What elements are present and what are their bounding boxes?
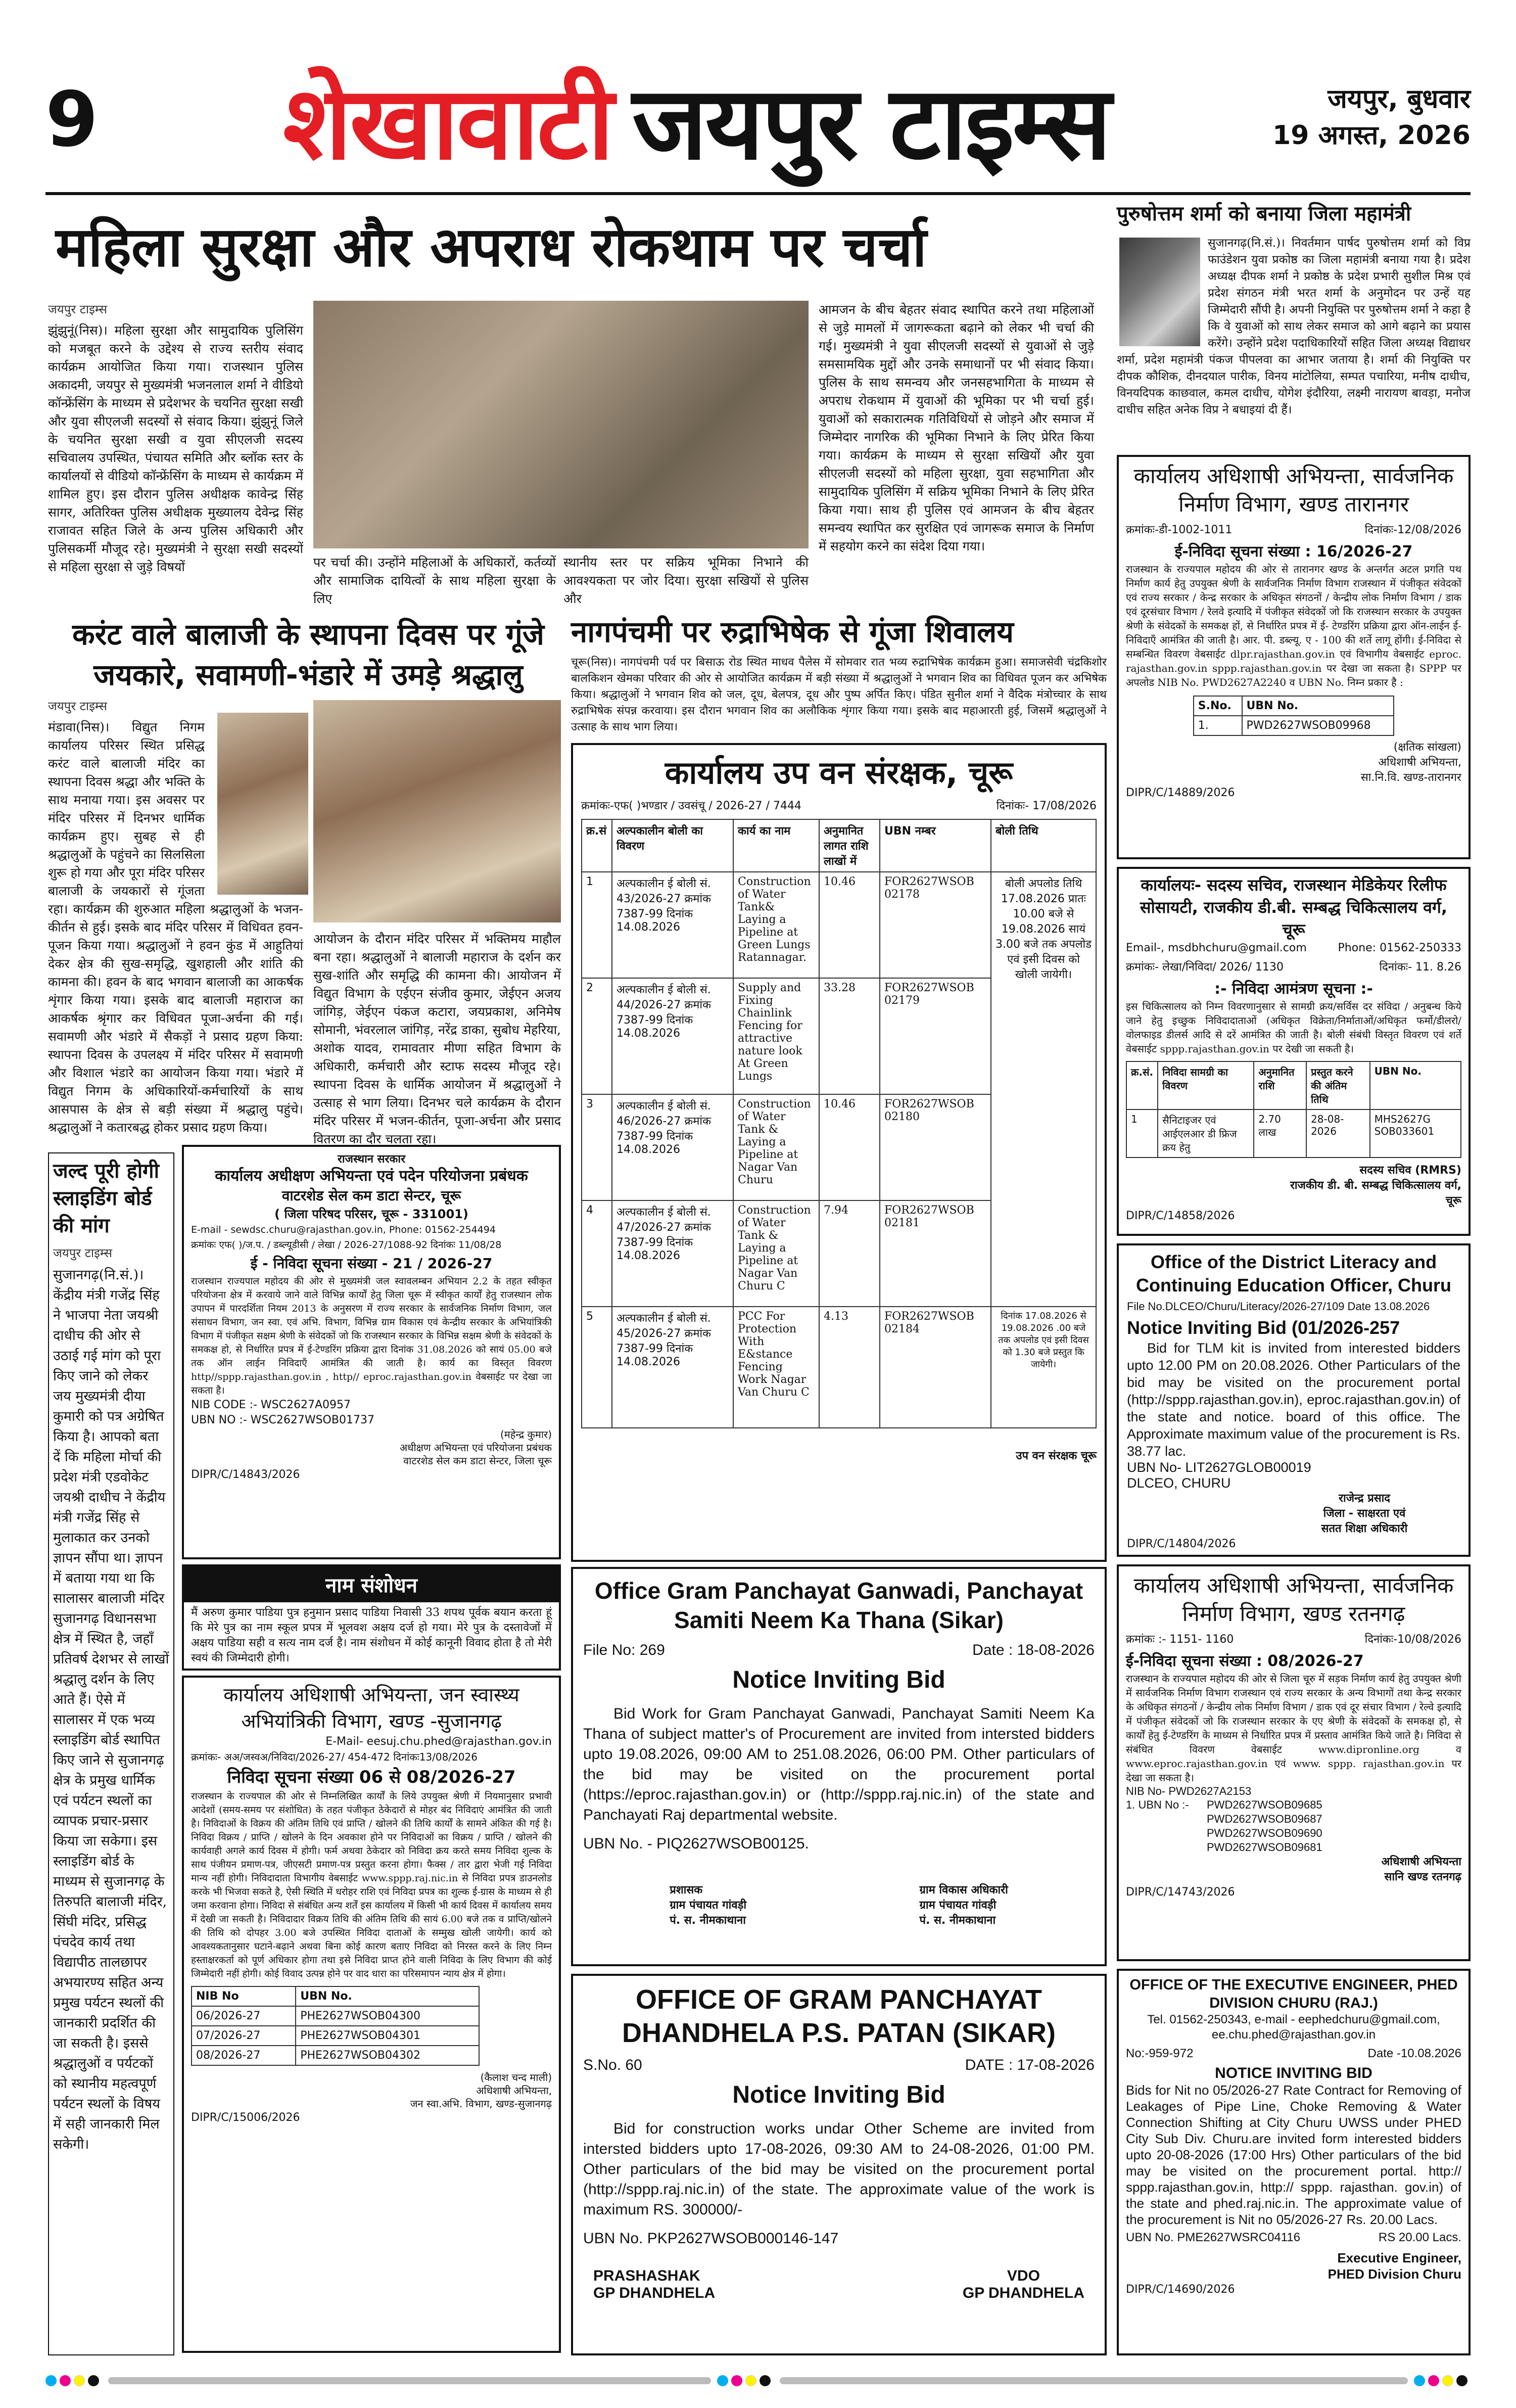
literacy-ubn: UBN No- LIT2627GLOB00019 bbox=[1127, 1460, 1311, 1475]
medical-body: इस चिकित्सालय को निम्न विवरणानुसार से सामग्री क्रय/सर्विस दर संविदा / अनुबन्ध किये जाने हेतु इच्छुक निविदादाताओं (अधिकृत विक्रेता/निर्माताओं/अधिकृत फर्मो/डीलरो/ वोलफाइड डीलर्स आदि से दरें आमंत्रित की जाती है। बोली संबंधी विस्तृत विवरण एवं शर्ते वेबसाईट sppp.rajasthan.gov.in पर देखी जा सकती है। bbox=[1126, 1000, 1461, 1055]
ratangarh-ubn-3: PWD2627WSOB09681 bbox=[1207, 1841, 1322, 1854]
table-cell: 10.46 bbox=[819, 1094, 880, 1200]
table-cell: बोली अपलोड तिथि 17.08.2026 प्रातः 10.00 बजे से 19.08.2026 सायं 3.00 बजे तक अपलोड एवं इसी दिवस को खोली जायेगी। bbox=[991, 872, 1096, 1307]
medical-date: दिनांकः- 11. 8.26 bbox=[1379, 961, 1461, 974]
dhandhela-sig-left: PRASHASHAK GP DHANDHELA bbox=[593, 2267, 716, 2301]
watershed-address: ( जिला परिषद परिसर, चूरू - 331001) bbox=[274, 1207, 468, 1221]
ganwadi-file: File No: 269 bbox=[583, 1642, 665, 1658]
table-cell: FOR2627WSOB 02184 bbox=[880, 1307, 991, 1428]
literacy-signature: राजेन्द्र प्रसाद जिला - साक्षरता एवं सतत शिक्षा अधिकारी bbox=[1321, 1492, 1408, 1535]
medical-th-1: निविदा सामग्री का विवरण bbox=[1158, 1061, 1254, 1109]
literacy-dipr: DIPR/C/14804/2026 bbox=[1127, 1538, 1236, 1550]
table-cell: 4 bbox=[582, 1200, 612, 1307]
tarangar-body: राजस्थान के राज्यपाल महोदय की ओर से तारानगर खण्ड के अन्तर्गत अटल प्रगति पथ निर्माण कार्य हेतु उपयुक्त श्रेणी के सार्वजनिक निर्माण विभाग राजस्थान में पंजीकृत संवेदकों एवं राज्य सरकार / केन्द्र सरकार के अधिकृत संगठनों / केन्द्रीय लोक निर्माण विभाग / डाक एवं दूरसंचार विभाग / रेलवे इत्यादि में पंजीकृत संवेदकों जो कि राजस्थान सरकार के उपयुक्त श्रेणी के संवेदकों के समकक्ष हों, से निर्धारित प्रपत्र में ई- टेण्डरिंग प्रक्रिया द्वारा ऑन-लाईन ई-निविदाएँ आमंत्रित की जाती है। आर. पी. डब्ल्यू. ए - 100 की शर्ते लागू होंगी। ई-निविदा से सम्बन्धित विवरण वेबसाईट dlpr.rajasthan.gov.in एवं विभागीय वेबसाईट eproc. rajasthan.gov.in sppp.rajasthan.gov.in पर देखा जा सकता है। SPPP पर अपलोड NIB No. PWD2627A2240 व UBN No. निम्न प्रकार है : bbox=[1126, 563, 1461, 688]
table-cell: 33.28 bbox=[819, 978, 880, 1094]
watershed-state: राजस्थान सरकार bbox=[337, 1153, 406, 1166]
dhandhela-subtitle: Notice Inviting Bid bbox=[732, 2081, 945, 2108]
medical-subtitle: :- निविदा आमंत्रण सूचना :- bbox=[1214, 980, 1373, 998]
watershed-notice bbox=[182, 1145, 561, 1559]
ganwadi-notice bbox=[571, 1567, 1107, 1966]
ratangarh-ubn-label: 1. UBN No :- bbox=[1126, 1798, 1189, 1811]
masthead-red: शेखावाटी bbox=[283, 64, 612, 182]
ganwadi-date: Date : 18-08-2026 bbox=[972, 1642, 1095, 1658]
medical-signature: सदस्य सचिव (RMRS) राजकीय डी. बी. सम्बद्ध चिकित्सालय वर्ग, चूरू bbox=[1290, 1164, 1461, 1207]
phed-churu-ubn-row bbox=[1126, 2231, 1461, 2245]
table-cell: Construction of Water Tank & Laying a Pipeline at Nagar Van Churu C bbox=[733, 1200, 819, 1307]
watershed-ref: क्रमांकः एफ( )/ज.प. / डब्ल्यूडीसी / लेखा / 2026-27/1088-92 दिनांकः 11/08/28 bbox=[191, 1239, 502, 1251]
ganwadi-body: Bid Work for Gram Panchayat Ganwadi, Panchayat Samiti Neem Ka Thana of subject matter's of Procurement are invited from intersted bidders upto 19.08.2026, 09:00 AM to 251.08.2026, 06:00 PM. Other particulars of the bid may be visited on the procurement portal (https://eproc.rajasthan.gov.in) or (http://sppp.raj.nic.in) of the state and Panchayati Raj departmental website. bbox=[583, 1705, 1095, 1823]
dhandhela-sno: S.No. 60 bbox=[583, 2057, 642, 2073]
table-cell: 28-08-2026 bbox=[1306, 1109, 1370, 1157]
medical-ref: क्रमांकः- लेखा/निविदा/ 2026/ 1130 bbox=[1126, 961, 1284, 974]
forest-th-1: अल्पकालीन बोली का विवरण bbox=[612, 819, 733, 872]
table-cell: 07/2026-27 bbox=[192, 2026, 296, 2046]
ganwadi-sig-right: ग्राम विकास अधिकारी ग्राम पंचायत गांवड़ी पं. स. नीमकाथाना bbox=[919, 1884, 1008, 1927]
dhandhela-signatures bbox=[583, 2267, 1095, 2302]
purushottam-text bbox=[1117, 235, 1471, 447]
watershed-title: कार्यालय अधीक्षण अभियन्ता एवं पदेन परियोजना प्रबंधक bbox=[215, 1167, 528, 1185]
ratangarh-ref-row bbox=[1126, 1632, 1461, 1647]
phed-sujangarh-signature: (कैलाश चन्द माली) अधिशाषी अभियन्ता, जन स्वा.अभि. विभाग, खण्ड-सुजानगढ़ bbox=[410, 2071, 552, 2110]
table-cell: PHE2627WSOB04301 bbox=[296, 2026, 479, 2046]
place-day: जयपुर, बुधवार bbox=[1328, 84, 1471, 114]
medical-th-2: अनुमानित राशि bbox=[1254, 1061, 1306, 1109]
name-change-body: मैं अरुण कुमार पाडिया पुत्र हनुमान प्रसाद पाडिया निवासी 33 शपथ पूर्वक बयान करता हूं कि मेरे पुत्र का नाम स्कूल प्रपत्र में भूलवश अक्षय दर्ज हो गया। मेरे पुत्र के दस्तावेजों में अक्षय पाडिया सही व सत्य नाम दर्ज है। नाम संशोधन में कोई कानूनी विवाद होता है तो मेरी स्वयं की जिम्मेदारी होगी। bbox=[191, 1606, 552, 1664]
dhandhela-ref-row bbox=[583, 2057, 1095, 2074]
karant-dateline: जयपुर टाइम्स bbox=[48, 699, 107, 713]
ganwadi-ref-row bbox=[583, 1642, 1095, 1659]
issue-date: 19 अगस्त, 2026 bbox=[1272, 120, 1471, 151]
phed-churu-body: Bids for Nit no 05/2026-27 Rate Contract for Removing of Leakages of Pipe Line, Choke Removing & Water Connection Shifting at City Churu UWSS under PHED City Sub Div. Churu.are invited form interested bidders upto 20-08-2026 (17:00 Hrs) Other particulars of the bid may be visited on the procurement portal. http:// sppp.rajasthan.gov.in, http:// sppp. rajasthan. gov.in) of the state and phed.raj.nic.in. The approximate value of the procurement is Nit no 05/2026-27 Rs. 20.00 Lacs. bbox=[1126, 2082, 1461, 2227]
ratangarh-body: राजस्थान के राज्यपाल महोदय की ओर से जिला चूरु में सड़क निर्माण कार्य हेतु उपयुक्त श्रेणी में सार्वजनिक निर्माण विभाग राजस्थान एवं राज्य सरकार के अन्य विभागों तथा केन्द्र सरकार के अधिकृत संगठनों / केन्द्रीय लोक निर्माण विभाग / डाक एवं दूर संचार विभाग / रेल्वे इत्यादि में पंजीकृत संवेदकों जो कि राजस्थान सरकार के एए श्रेणी के संवेदकों के समकक्ष हो, से कार्यों हेतु ई-टेण्डरिंग के माध्यम से निर्धारित प्रपत्र में प्रस्ताव आमंत्रित किये जाते है। निविदा से संबंधित विवरण वेबसाईट www.dipronline.org व www.eproc.rajasthan.gov.in एवं www. sppp. rajasthan.gov.in पर देखा जा सकता है। bbox=[1126, 1673, 1461, 1784]
ratangarh-date: दिनांकः-10/08/2026 bbox=[1364, 1633, 1461, 1646]
footer-dots-right bbox=[1414, 2375, 1471, 2386]
table-cell: 1. bbox=[1194, 716, 1242, 735]
table-cell: Supply and Fixing Chainlink Fencing for attractive nature look At Green Lungs bbox=[733, 978, 819, 1094]
phed-sujangarh-title: कार्यालय अधिशाषी अभियन्ता, जन स्वास्थ्य अभियांत्रिकी विभाग, खण्ड -सुजानगढ़ bbox=[223, 1684, 519, 1732]
phed-sujangarh-dipr: DIPR/C/15006/2026 bbox=[191, 2111, 300, 2124]
tarangar-th-0: S.No. bbox=[1194, 696, 1242, 716]
ganwadi-subtitle: Notice Inviting Bid bbox=[732, 1666, 945, 1693]
ratangarh-signature: अधिशाषी अभियन्ता सानि खण्ड रतनगढ़ bbox=[1381, 1856, 1461, 1883]
phed-sujangarh-th-1: UBN No. bbox=[296, 1986, 479, 2006]
tarangar-signature: (क्षतिक सांखला) अधिशाषी अभियन्ता, सा.नि.वि. खण्ड-तारानगर bbox=[1360, 741, 1461, 784]
table-cell: सैनिटाइजर एवं आईएलआर डी फ्रिज क्रय हेतु bbox=[1158, 1109, 1254, 1157]
table-cell: FOR2627WSOB 02180 bbox=[880, 1094, 991, 1200]
ratangarh-title: कार्यालय अधिशाषी अभियन्ता, सार्वजनिक निर्माण विभाग, खण्ड रतनगढ़ bbox=[1133, 1573, 1454, 1626]
table-cell: अल्पकालीन ई बोली सं. 47/2026-27 क्रमांक 7387-99 दिनांक 14.08.2026 bbox=[612, 1200, 733, 1307]
karant-headline: करंट वाले बालाजी के स्थापना दिवस पर गूंजे जयकारे, सवामणी-भंडारे में उमड़े श्रद्धालु bbox=[72, 617, 544, 692]
table-cell: 2 bbox=[582, 978, 612, 1094]
tarangar-th-1: UBN No. bbox=[1242, 696, 1394, 716]
ratangarh-ref: क्रमांकः :- 1151- 1160 bbox=[1126, 1633, 1234, 1646]
phed-churu-title: OFFICE OF THE EXECUTIVE ENGINEER, PHED DIVISION CHURU (RAJ.) bbox=[1129, 1977, 1458, 2011]
tarangar-dipr: DIPR/C/14889/2026 bbox=[1126, 786, 1235, 799]
table-cell: 1 bbox=[1126, 1109, 1158, 1157]
lead-text-4: आमजन के बीच बेहतर संवाद स्थापित करने तथा महिलाओं से जुड़े मामलों में जागरूकता बढ़ाने को लेकर भी चर्चा की गई। मुख्यमंत्री ने युवा सीएलजी सदस्यों से युवाओं से जुड़े समसामयिक मुद्दों और उनके समाधानों पर भी संवाद किया। पुलिस के साथ समन्वय और जनसहभागिता के माध्यम से अपराध रोकथाम में युवाओं की भूमिका पर भी चर्चा हुई। युवाओं को सकारात्मक गतिविधियों से जोड़ने और समाज में जिम्मेदार नागरिक की भूमिका निभाने के लिए प्रेरित किया गया। कार्यक्रम के माध्यम से सुरक्षा सखियों और युवा सीएलजी सदस्यों को महिला सुरक्षा, युवा सहभागिता और सामुदायिक पुलिसिंग में सक्रिय भूमिका निभाने के लिए प्रेरित किया गया। साथ ही पुलिस एवं आमजन के बीच बेहतर समन्वय स्थापित कर सुरक्षित एवं जागरूक समाज के निर्माण में सहयोग करने का संदेश दिया गया। bbox=[819, 302, 1094, 553]
table-row bbox=[582, 1307, 1096, 1428]
forest-ref: क्रमांकः-एफ( )भण्डार / उवसंचू / 2026-27 / 7444 bbox=[581, 800, 801, 812]
forest-th-3: अनुमानित लागत राशि लाखों में bbox=[819, 819, 880, 872]
table-cell: 7.94 bbox=[819, 1200, 880, 1307]
ratangarh-ubn-block bbox=[1126, 1798, 1461, 1855]
forest-th-2: कार्य का नाम bbox=[733, 819, 819, 872]
dhandhela-ubn: UBN No. PKP2627WSOB000146-147 bbox=[583, 2230, 839, 2247]
phed-churu-amount: RS 20.00 Lacs. bbox=[1378, 2231, 1461, 2244]
table-cell: MHS2627G SOB033601 bbox=[1370, 1109, 1461, 1157]
watershed-body: राजस्थान राज्यपाल महोदय की ओर से मुख्यमंत्री जल स्वावलम्बन अभियान 2.2 के तहत स्वीकृत परियोजना क्षेत्र में करवाये जाने वाले विभिन्न कार्यों हेतु जिला चूरू में स्वीकृत कार्यों हेतु राजस्थान लोक उपापन में पारदर्शिता नियम 2013 के अनुसरण में राज्य सरकार के सार्वजनिक निर्माण विभाग, जल संसाधन विभाग, जन स्वा. एवं अभि. विभाग, विभिन्न ग्राम विकास एवं केन्द्रीय सरकार के अभियांत्रिकी विभाग में पंजीकृत सक्षम श्रेणी के संवेदकों जो कि राजस्थान सरकार के विभिन्न सक्षम श्रेणी के संवेदकों के समकक्ष हो, से निर्धारित प्रपत्र में ई-टेण्डरिंग प्रक्रिया द्वारा दिनांक 31.08.2026 को सायं 05.00 बजे तक ऑन लाईन निविदाएँ आमंत्रित की जाती है। कार्य का विस्तृत विवरण http//sppp.rajasthan.gov.in , http// eproc.rajasthan.gov.in वेबसाईट पर देखा जा सकता है। bbox=[191, 1276, 552, 1396]
table-cell: PCC For Protection With E&stance Fencing Work Nagar Van Churu C bbox=[733, 1307, 819, 1428]
karant-text-2: आयोजन के दौरान मंदिर परिसर में भक्तिमय माहौल बना रहा। श्रद्धालुओं ने बालाजी महाराज के दर्शन कर सुख-शांति और समृद्धि की कामना की। आयोजन में विद्युत विभाग के एईएन संजीव कुमार, जेईएन अजय जांगिड़, जेईएन पंकज कटारा, जयप्रकाश, अनिमेष सोमानी, भंवरलाल जांगिड़, नरेंद्र डाका, सुबोध मेहरिया, अशोक यादव, रामावतार मीणा सहित विभाग के अधिकारी, कर्मचारी और स्टाफ सदस्य मौजूद रहे। स्थापना दिवस के धार्मिक आयोजन में श्रद्धालुओं ने उत्साह से भाग लिया। दिनभर चले कार्यक्रम के दौरान मंदिर परिसर में भजन-कीर्तन, पूजा-अर्चना और प्रसाद वितरण का दौर चलता रहा। bbox=[313, 932, 561, 1146]
forest-notice bbox=[571, 743, 1107, 1562]
nagpanchami-headline: नागपंचमी पर रुद्राभिषेक से गूंजा शिवालय bbox=[571, 615, 1014, 649]
pwd-tarangar-notice bbox=[1117, 455, 1471, 859]
watershed-email: E-mail - sewdsc.churu@rajasthan.gov.in, Phone: 01562-254494 bbox=[191, 1224, 496, 1235]
literacy-notice bbox=[1117, 1243, 1471, 1557]
phed-churu-dipr: DIPR/C/14690/2026 bbox=[1126, 2283, 1235, 2296]
lead-text-3: स्थानीय स्तर पर सक्रिय भूमिका निभाने की आवश्यकता पर जोर दिया। सुरक्षा सखियों से पुलिस और bbox=[563, 555, 809, 606]
ganwadi-sig-left: प्रशासक ग्राम पंचायत गांवड़ी पं. स. नीमकाथाना bbox=[670, 1884, 747, 1927]
watershed-notice-no: ई - निविदा सूचना संख्या - 21 / 2026-27 bbox=[250, 1255, 493, 1272]
pwd-ratangarh-notice bbox=[1117, 1564, 1471, 1961]
karant-text-1: मंडावा(निस)। विद्युत निगम कार्यालय परिसर स्थित प्रसिद्ध करंट वाले बालाजी मंदिर का स्थापना दिवस श्रद्धा और भक्ति के साथ मनाया गया। इस अवसर पर मंदिर परिसर में दिनभर धार्मिक कार्यक्रम हुए। सुबह से ही श्रद्धालुओं के पहुंचने का सिलसिला शुरू हो गया और पूरा मंदिर परिसर बालाजी के जयकारों से गूंजता रहा। कार्यक्रम की शुरुआत महिला श्रद्धालुओं के भजन-कीर्तन से हुई। इसके बाद मंदिर परिसर में विधिवत हवन-पूजन किया गया। श्रद्धालुओं ने हवन कुंड में आहुतियां देकर क्षेत्र की सुख-समृद्धि, खुशहाली और शांति की कामना की। हवन के बाद भगवान बालाजी का आकर्षक शृंगार किया गया। इसके बाद बालाजी महाराज का आकर्षक श्रृंगार कर विधिवत पूजा-अर्चना की गई। सवामणी और भंडारे में सैकड़ों ने प्रसाद ग्रहण किया: स्थापना दिवस के उपलक्ष्य में मंदिर परिसर में सवामणी और विशाल भंडारे का आयोजन किया गया। भंडारे में विद्युत निगम के अधिकारियों-कर्मचारियों के साथ आसपास के क्षेत्र से बड़ी संख्या में श्रद्धालु पहुंचे। श्रद्धालुओं ने कतारबद्ध होकर प्रसाद ग्रहण किया। bbox=[48, 720, 303, 1135]
footer-bar-left bbox=[108, 2377, 711, 2384]
table-row bbox=[192, 2046, 479, 2065]
karant-photo-2 bbox=[313, 700, 561, 922]
medical-contact-row bbox=[1126, 941, 1461, 956]
literacy-file: File No.DLCEO/Churu/Literacy/2026-27/109 Date 13.08.2026 bbox=[1127, 1300, 1430, 1313]
name-change-notice bbox=[182, 1564, 561, 1671]
medical-notice bbox=[1117, 867, 1471, 1236]
sliding-board-headline: जल्द पूरी होगी स्लाइडिंग बोर्ड की मांग bbox=[53, 1160, 159, 1237]
medical-dipr: DIPR/C/14858/2026 bbox=[1126, 1210, 1235, 1222]
phed-churu-contact: Tel. 01562-250343, e-mail - eephedchuru@gmail.com, ee.chu.phed@rajasthan.gov.in bbox=[1147, 2013, 1440, 2042]
footer-bar-right bbox=[780, 2377, 1408, 2384]
lead-column-1 bbox=[48, 301, 303, 604]
forest-date: दिनांकः- 17/08/2026 bbox=[996, 800, 1097, 812]
table-row bbox=[192, 2006, 479, 2026]
table-row bbox=[582, 872, 1096, 978]
phed-churu-no: No:-959-972 bbox=[1126, 2047, 1194, 2060]
forest-th-4: UBN नम्बर bbox=[880, 819, 991, 872]
literacy-title: Office of the District Literacy and Continuing Education Officer, Churu bbox=[1136, 1252, 1451, 1295]
header-rule bbox=[45, 192, 1471, 195]
phed-churu-subtitle: NOTICE INVITING BID bbox=[1215, 2065, 1372, 2081]
forest-signature: उप वन संरक्षक चूरू bbox=[1016, 1450, 1097, 1462]
dhandhela-title: OFFICE OF GRAM PANCHAYAT DHANDHELA P.S. PATAN (SIKAR) bbox=[622, 1984, 1056, 2048]
table-cell: अल्पकालीन ई बोली सं. 43/2026-27 क्रमांक 7387-99 दिनांक 14.08.2026 bbox=[612, 872, 733, 978]
medical-title: कार्यालयः- सदस्य सचिव, राजस्थान मेडिकेयर रिलीफ सोसायटी, राजकीय डी.बी. सम्बद्ध चिकित्सालय वर्ग, चूरू bbox=[1140, 875, 1448, 939]
tarangar-ref-row bbox=[1126, 523, 1461, 538]
footer-dots-left bbox=[45, 2375, 102, 2386]
table-cell: 08/2026-27 bbox=[192, 2046, 296, 2065]
phed-sujangarh-th-0: NIB No bbox=[192, 1986, 296, 2006]
header-date bbox=[1272, 81, 1471, 154]
tarangar-ref: क्रमांकः-डी-1002-1011 bbox=[1126, 524, 1233, 536]
medical-email: Email-, msdbhchuru@gmail.com bbox=[1126, 942, 1307, 954]
ratangarh-dipr: DIPR/C/14743/2026 bbox=[1126, 1886, 1235, 1898]
medical-th-4: UBN No. bbox=[1370, 1061, 1461, 1109]
sliding-board-dateline: जयपुर टाइम्स bbox=[53, 1246, 112, 1260]
phed-sujangarh-table bbox=[191, 1986, 480, 2066]
medical-phone: Phone: 01562-250333 bbox=[1338, 942, 1461, 954]
table-row bbox=[1126, 1109, 1461, 1157]
dhandhela-sig-right: VDO GP DHANDHELA bbox=[962, 2267, 1084, 2301]
ratangarh-ubn-0: PWD2627WSOB09685 bbox=[1207, 1798, 1322, 1811]
lead-dateline: जयपुर टाइम्स bbox=[48, 302, 107, 316]
purushottam-headline: पुरुषोत्तम शर्मा को बनाया जिला महामंत्री bbox=[1117, 202, 1411, 225]
name-change-title: नाम संशोधन bbox=[184, 1566, 559, 1602]
table-row bbox=[192, 2026, 479, 2046]
table-cell: 5 bbox=[582, 1307, 612, 1428]
table-cell: PWD2627WSOB09968 bbox=[1242, 716, 1394, 735]
ganwadi-title: Office Gram Panchayat Ganwadi, Panchayat Samiti Neem Ka Thana (Sikar) bbox=[594, 1578, 1083, 1633]
dhandhela-date: DATE : 17-08-2026 bbox=[965, 2057, 1095, 2073]
sliding-board-text: सुजानगढ़(नि.सं.)। केंद्रीय मंत्री गजेंद्र सिंह ने भाजपा नेता जयश्री दाधीच की ओर से उठाई गई मांग को पूरा किए जाने को लेकर जय मुख्यमंत्री दीया कुमारी को पत्र अग्रेषित किया है। आपको बता दें कि महिला मोर्चा की प्रदेश मंत्री एडवोकेट जयश्री दाधीच ने केंद्रीय मंत्री गजेंद्र सिंह से मुलाकात कर उनको ज्ञापन सौंपा था। ज्ञापन में बताया गया था कि सालासर बालाजी मंदिर सुजानगढ़ विधानसभा क्षेत्र में स्थित है, जहाँ प्रतिवर्ष देशभर से लाखों श्रद्धालु दर्शन के लिए आते हैं। ऐसे में सालासर में एक भव्य स्लाइडिंग बोर्ड स्थापित किए जाने से सुजानगढ़ क्षेत्र के प्रमुख धार्मिक एवं पर्यटन स्थलों का व्यापक प्रचार-प्रसार किया जा सकेगा। इस स्लाइडिंग बोर्ड के माध्यम से सुजानगढ़ के तिरुपति बालाजी मंदिर, सिंघी मंदिर, प्रसिद्ध पंचदेव कार्य तथा विद्यापीठ तालछापर अभयारण्य सहित अन्य प्रमुख पर्यटन स्थलों की जानकारी प्रदर्शित की जा सकती है। इससे श्रद्धालुओं व पर्यटकों को स्थानीय महत्वपूर्ण पर्यटन स्थलों के विषय में सही जानकारी मिल सकेगी। bbox=[53, 1267, 169, 2152]
sliding-board-story bbox=[48, 1152, 174, 2355]
table-cell: अल्पकालीन ई बोली सं. 46/2026-27 क्रमांक 7387-99 दिनांक 14.08.2026 bbox=[612, 1094, 733, 1200]
watershed-subtitle: वाटरशेड सेल कम डाटा सेन्टर, चूरू bbox=[281, 1187, 461, 1204]
table-cell: Construction of Water Tank& Laying a Pipeline at Green Lungs Ratannagar. bbox=[733, 872, 819, 978]
literacy-subtitle: Notice Inviting Bid (01/2026-257 bbox=[1127, 1317, 1400, 1338]
medical-table bbox=[1126, 1061, 1461, 1158]
forest-th-0: क्र.सं bbox=[582, 819, 612, 872]
tarangar-subtitle: ई-निविदा सूचना संख्या : 16/2026-27 bbox=[1174, 543, 1413, 561]
tarangar-table bbox=[1193, 696, 1394, 736]
table-cell: 2.70 लाख bbox=[1254, 1109, 1306, 1157]
table-row bbox=[1194, 716, 1394, 735]
table-cell: PHE2627WSOB04302 bbox=[296, 2046, 479, 2065]
table-cell: अल्पकालीन ई बोली सं. 44/2026-27 क्रमांक 7387-99 दिनांक 14.08.2026 bbox=[612, 978, 733, 1094]
phed-sujangarh-email: E-Mail- eesuj.chu.phed@rajasthan.gov.in bbox=[325, 1735, 552, 1748]
ratangarh-nib: NIB No- PWD2627A2153 bbox=[1126, 1785, 1252, 1797]
table-cell: 1 bbox=[582, 872, 612, 978]
forest-th-5: बोली तिथि bbox=[991, 819, 1096, 872]
tarangar-date: दिनांकः-12/08/2026 bbox=[1364, 524, 1461, 536]
phed-sujangarh-body: राजस्थान के राज्यपाल की ओर से निम्नलिखित कार्यों के लिये उपयुक्त श्रेणी में नियमानुसार प्रभावी आदेशों (समय-समय पर संशोधित) के तहत पंजीकृत ठेकेदारों से मोहर बंद निविदाएं आमंत्रित की जाती है। निविदाओं के विक्रय की अंतिम तिथि एवं प्राप्ति / खोलने की तिथि कार्यों के सामने अंकित की गई है। निविदा विक्रय / प्राप्ति / खोलने के दिन अवकाश होने पर निविदाओं का विक्रय / प्राप्ति / खोलने की कार्यवाही अगले कार्य दिवस में होगी। फर्म अथवा ठेकेदार को निविदा क्रय करते समय निविदा शुल्क के साथ पंजीयन प्रमाण-पत्र, जीएसटी प्रमाण-पत्र प्रस्तुत करना होगा। फैक्स / तार द्वारा भेजी गई निविदा मान्य नहीं होगी। निविदादाता विभागीय वेबसाईट www.sppp.raj.nic.in से निविदा प्रपत्र डाउनलोड करके भी भिजवा सकते है, ऐसी स्थिति में धरोहर राशि एवं निविदा प्रपत्र का शुल्क ई-ग्रास के माध्यम से ही जमा करवाना होगा। निविदा से संबंधित अन्य शर्तें इस कार्यालय में किसी भी कार्य दिवस में कार्यालय समय में देखी जा सकती है। निविदादार विक्रय तिथि की अंतिम तिथि की सायं 6.00 बजे तक व प्राप्ति/खोलने की तिथि को दोपहर 3.00 बजे उपस्थित निविदा दाताओं के सम्मुख खोली जायेगी। कार्य को आवश्यकतानुसार घटाने-बढ़ाने अथवा बिना कोई कारण बताए निविदा को निरस्त करने के लिए निम्न हस्ताक्षरकर्ता को पूर्ण अधिकार होगा तथा इसे निविदा प्राप्त होने वाली निविदा के लिए विभाग की कोई जिम्मेदारी नहीं होगी। कोई विवाद उत्पन्न होने पर वाद धारा का परिसमापन न्याय क्षेत्र में होगा। bbox=[191, 1791, 552, 1979]
table-cell: Construction of Water Tank & Laying a Pipeline at Nagar Van Churu bbox=[733, 1094, 819, 1200]
dhandhela-notice bbox=[571, 1974, 1107, 2355]
watershed-signature: (महेन्द्र कुमार) अधीक्षण अभियन्ता एवं परियोजना प्रबंधक वाटरशेड सेल कम डाटा सेन्टर, जिला चूरू bbox=[399, 1428, 552, 1467]
table-cell: दिनांक 17.08.2026 से 19.08.2026 .00 बजे तक अपलोड एवं इसी दिवस को 1.30 बजे प्रस्तुत कि जायेगी। bbox=[991, 1307, 1096, 1428]
ratangarh-ubn-2: PWD2627WSOB09690 bbox=[1207, 1827, 1322, 1839]
masthead-black: जयपुर टाइम्स bbox=[632, 64, 1110, 182]
lead-text-1: झुंझुनूं(निस)। महिला सुरक्षा और सामुदायिक पुलिसिंग को मजबूत करने के उद्देश्य से राज्य स्तरीय संवाद कार्यक्रम आयोजित किया गया। राजस्थान पुलिस अकादमी, जयपुर से मुख्यमंत्री भजनलाल शर्मा ने वीडियो कॉन्फ्रेंसिंग के माध्यम से प्रदेशभर के चयनित सुरक्षा सखी और युवा सीएलजी सदस्यों से संवाद किया। झुंझुनूं जिले के चयनित सुरक्षा सखी व युवा सीएलजी सदस्य सचिवालय उपस्थित, पंचायत समिति और ब्लॉक स्तर के कार्यालयों से वीडियो कॉन्फ्रेंसिंग के माध्यम से कार्यक्रम में शामिल हुए। इस दौरान पुलिस अधीक्षक कावेन्द्र सिंह सागर, अतिरिक्त पुलिस अधीक्षक मुख्यालय देवेन्द्र सिंह राजावत सहित जिले के अन्य पुलिस अधिकारी और पुलिसकर्मी मौजूद रहे। मुख्यमंत्री ने सुरक्षा सखी सदस्यों से महिला सुरक्षा से जुड़े विषयों bbox=[48, 323, 303, 574]
phed-churu-ubn: UBN No. PME2627WSRC04116 bbox=[1126, 2231, 1301, 2244]
footer-dots-mid bbox=[717, 2375, 774, 2386]
table-cell: अल्पकालीन ई बोली सं. 45/2026-27 क्रमांक 7387-99 दिनांक 14.08.2026 bbox=[612, 1307, 733, 1428]
phed-sujangarh-notice-no: निविदा सूचना संख्या 06 से 08/2026-27 bbox=[227, 1767, 516, 1787]
phed-churu-signature: Executive Engineer, PHED Division Churu bbox=[1328, 2250, 1461, 2282]
watershed-dipr: DIPR/C/14843/2026 bbox=[191, 1468, 300, 1481]
table-cell: FOR2627WSOB 02179 bbox=[880, 978, 991, 1094]
table-cell: PHE2627WSOB04300 bbox=[296, 2006, 479, 2026]
medical-ref-row bbox=[1126, 960, 1461, 975]
dhandhela-body: Bid for construction works undar Other Scheme are invited from intersted bidders upto 17-08-2026, 09:30 AM to 24-08-2026, 01:00 PM. Other particulars of the bid may be visited on the procurement portal (http://sppp.raj.nic.in) of the state. The approximate value of the work is maximum RS. 300000/- bbox=[583, 2120, 1095, 2218]
lead-photo bbox=[313, 301, 809, 548]
literacy-body: Bid for TLM kit is invited from interested bidders upto 12.00 PM on 20.08.2026. Other Particulars of the bid may be visited on the procurement portal (http://sppp.rajasthan.gov.in), eproc.rajasthan.gov.in) of the state and notice. board of this office. The Approximate maximum value of the procurement is Rs. 38.77 lac. bbox=[1127, 1340, 1460, 1459]
ganwadi-ubn: UBN No. - PIQ2627WSOB00125. bbox=[583, 1835, 809, 1852]
table-cell: FOR2627WSOB 02181 bbox=[880, 1200, 991, 1307]
literacy-office: DLCEO, CHURU bbox=[1127, 1475, 1231, 1491]
phed-churu-date: Date -10.08.2026 bbox=[1367, 2047, 1461, 2060]
forest-title: कार्यालय उप वन संरक्षक, चूरू bbox=[665, 754, 1013, 791]
footer bbox=[45, 2371, 1471, 2391]
tarangar-title: कार्यालय अधिशाषी अभियन्ता, सार्वजनिक निर्माण विभाग, खण्ड तारानगर bbox=[1133, 464, 1454, 517]
ganwadi-signatures bbox=[583, 1883, 1095, 1928]
watershed-nib: NIB CODE :- WSC2627A0957 bbox=[191, 1399, 351, 1411]
phed-sujangarh-notice bbox=[182, 1676, 561, 2353]
masthead bbox=[283, 56, 1223, 182]
ratangarh-subtitle: ई-निविदा सूचना संख्या : 08/2026-27 bbox=[1126, 1652, 1364, 1670]
table-cell: 10.46 bbox=[819, 872, 880, 978]
ratangarh-ubn-1: PWD2627WSOB09687 bbox=[1207, 1813, 1322, 1825]
karant-photo-1 bbox=[217, 713, 308, 895]
forest-table bbox=[581, 819, 1097, 1428]
phed-sujangarh-ref: क्रमांकः- अअ/जस्वअ/निविदा/2026-27/ 454-472 दिनांकः13/08/2026 bbox=[191, 1751, 478, 1763]
page-number: 9 bbox=[45, 76, 99, 164]
lead-headline: महिला सुरक्षा और अपराध रोकथाम पर चर्चा bbox=[56, 216, 927, 279]
table-cell: FOR2627WSOB 02178 bbox=[880, 872, 991, 978]
lead-text-2: पर चर्चा की। उन्होंने महिलाओं के अधिकारों, कर्तव्यों और सामाजिक दायित्वों के साथ महिला सुरक्षा के लिए bbox=[313, 555, 556, 606]
medical-th-0: क्र.सं. bbox=[1126, 1061, 1158, 1109]
watershed-ubn: UBN NO :- WSC2627WSOB01737 bbox=[191, 1414, 374, 1426]
purushottam-body: सुजानगढ़(नि.सं.)। निवर्तमान पार्षद पुरुषोत्तम शर्मा को विप्र फाउंडेशन युवा प्रकोष्ठ का जिला महामंत्री बनाया गया है। प्रदेश अध्यक्ष दीपक शर्मा ने प्रकोष्ठ के प्रदेश प्रभारी सुशील मिश्र एवं प्रदेश संगठन मंत्री भरत शर्मा के अनुमोदन पर उन्हें यह जिम्मेदारी सौंपी है। अपनी नियुक्ति पर पुरुषोत्तम शर्मा ने कहा है कि वे युवाओं को साथ लेकर समाज को आगे बढ़ाने का प्रयास करेंगे। उन्होंने प्रदेश पदाधिकारियों सहित जिला अध्यक्ष विद्याधर शर्मा, प्रदेश महामंत्री पंकज पीपलवा का आभार जताया है। शर्मा की नियुक्ति पर दीपक कौशिक, दीनदयाल पारीक, विनय मांटोलिया, सम्पत पचारिया, मनीष दाधीच, विनयदिपक काछवाल, कमल दाधीच, योगेश इंदौरिया, लक्ष्मी नारायण बावड़ा, मनोज दाधीच सहित अनेक विप्र ने बधाइयां दी हैं। bbox=[1117, 237, 1471, 416]
table-cell: 06/2026-27 bbox=[192, 2006, 296, 2026]
nagpanchami-text: चूरू(निस)। नागपंचमी पर्व पर बिसाऊ रोड स्थित माधव पैलेस में सोमवार रात भव्य रुद्राभिषेक कार्यक्रम हुआ। समाजसेवी चंद्रकिशोर बालकिशन खेमका परिवार की ओर से आयोजित कार्यक्रम में बड़ी संख्या में श्रद्धालुओं ने भगवान शिव का विधिवत पूजन कर अभिषेक किया। श्रद्धालुओं ने भगवान शिव को जल, दूध, बेलपत्र, दूध और पुष्प अर्पित किए। पंडित सुनील शर्मा ने वैदिक मंत्रोच्चार के साथ रुद्राभिषेक संपन्न करवाया। इस दौरान भगवान शिव का अलौकिक शृंगार किया गया। इसके बाद महाआरती हुई, जिसमें श्रद्धालुओं ने उत्साह के साथ भाग लिया। bbox=[571, 656, 1107, 733]
phed-churu-notice bbox=[1117, 1969, 1471, 2355]
forest-ref-row bbox=[581, 799, 1097, 814]
phed-churu-ref-row bbox=[1126, 2047, 1461, 2061]
medical-th-3: प्रस्तुत करने की अंतिम तिथि bbox=[1306, 1061, 1370, 1109]
table-cell: 3 bbox=[582, 1094, 612, 1200]
table-cell: 4.13 bbox=[819, 1307, 880, 1428]
